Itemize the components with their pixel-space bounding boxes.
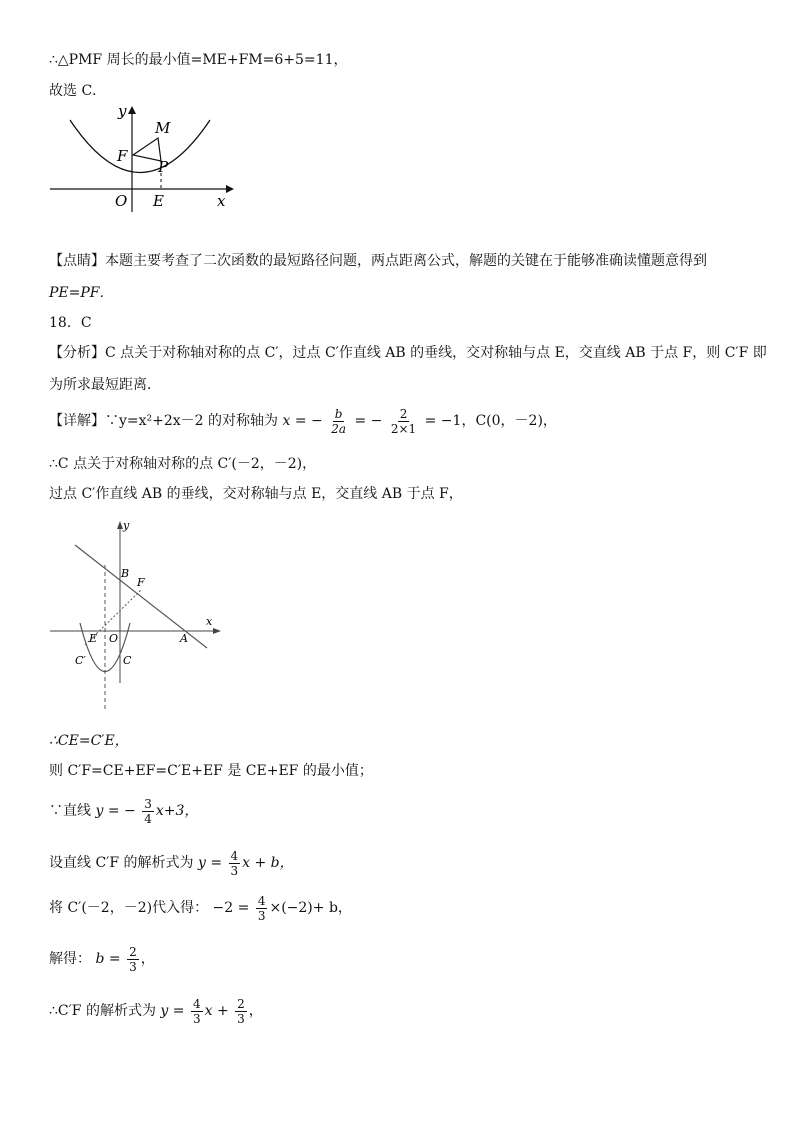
step-final-equation: ∴C′F 的解析式为 y = $\frac{4}{3}$ x + $\frac{2}{3}$ ，	[49, 996, 263, 1026]
step-ce-eq: ∴CE=C′E，	[49, 733, 129, 749]
label-b: B	[121, 567, 130, 580]
review-line	[49, 251, 707, 271]
label-e: E	[153, 192, 164, 210]
label-a: A	[180, 632, 188, 645]
review-text: 本题主要考查了二次函数的最短路径问题，两点距离公式，解题的关键在于能够准确读懂题意得到	[105, 253, 707, 269]
fraction-4-over-3: $\frac{4}{3}$	[230, 848, 239, 878]
fraction-3-over-4: $\frac{3}{4}$	[144, 796, 152, 826]
review-continuation: PE=PF．	[49, 285, 114, 301]
label-c: C	[123, 654, 132, 667]
detail-line	[49, 406, 557, 436]
step-solve-b: 解得： b = $\frac{2}{3}$ ，	[49, 944, 155, 974]
y-axis-arrow-icon	[128, 106, 136, 114]
label-o: O	[115, 192, 128, 210]
text-line-perimeter: ∴△PMF 周长的最小值=ME+FM=6+5=11，	[49, 52, 348, 68]
fraction-4-over-3-b: $\frac{4}{3}$	[257, 893, 266, 923]
x-axis-arrow-icon	[213, 628, 221, 634]
point-c: ，C(0，－2)，	[461, 413, 557, 429]
review-tag: 【点睛】	[49, 253, 105, 269]
analysis-tag: 【分析】	[49, 345, 105, 361]
question-18-number: 18．C	[49, 315, 92, 331]
fraction-2-over-3-b: $\frac{2}{3}$	[237, 996, 245, 1026]
label-p: P	[158, 158, 169, 176]
parabola-curve	[70, 120, 210, 173]
step-line-ab: ∵直线 y = − $\frac{3}{4}$ x+3，	[49, 796, 199, 826]
text-line-answer-c: 故选 C．	[49, 83, 107, 99]
label-e: E	[89, 632, 98, 645]
step-substitute: 将 C′(－2，－2)代入得： −2 = $\frac{4}{3}$ ×(−2)+ b，	[49, 893, 352, 923]
analysis-continuation: 为所求最短距离．	[49, 377, 161, 393]
label-f: F	[137, 576, 145, 589]
label-f: F	[117, 147, 128, 165]
parabola-figure-1	[45, 100, 240, 215]
x-axis-arrow-icon	[226, 185, 234, 193]
triangle-pmf	[133, 138, 161, 161]
label-c-prime: C′	[75, 654, 86, 667]
label-x: x	[206, 615, 213, 628]
parabola-figure-2	[45, 515, 240, 715]
eq-result: = −1	[424, 413, 462, 429]
perpendicular-line: 过点 C′作直线 AB 的垂线，交对称轴与点 E，交直线 AB 于点 F，	[49, 486, 463, 502]
eq-minus: = −	[354, 413, 383, 429]
detail-tag: 【详解】	[49, 413, 105, 429]
label-m: M	[155, 119, 171, 137]
label-y: y	[123, 519, 130, 532]
step-min-value: 则 C′F=CE+EF=C′E+EF 是 CE+EF 的最小值；	[49, 763, 373, 779]
fraction-2-over-3: $\frac{2}{3}$	[129, 944, 137, 974]
step-line-cf-setup: 设直线 C′F 的解析式为 y = $\frac{4}{3}$ x + b，	[49, 848, 294, 878]
detail-equation: ∵y=x²+2x－2 的对称轴为	[105, 413, 279, 429]
label-x: x	[217, 192, 226, 210]
fraction-4-over-3-c: $\frac{4}{3}$	[192, 996, 201, 1026]
fraction-b-over-2a: $\frac{b}{2a}$	[331, 406, 347, 436]
label-o: O	[109, 632, 119, 645]
label-y: y	[118, 102, 127, 120]
fraction-2-over-2x1: $\frac{2}{2\times 1}$	[390, 406, 417, 436]
analysis-text: C 点关于对称轴对称的点 C′，过点 C′作直线 AB 的垂线，交对称轴与点 E，交直线 AB 于点 F，则 C′F 即	[105, 345, 767, 361]
symmetry-line: ∴C 点关于对称轴对称的点 C′(－2，－2)，	[49, 456, 317, 472]
analysis-line	[49, 343, 767, 363]
axis-x-eq: x = −	[282, 413, 323, 429]
